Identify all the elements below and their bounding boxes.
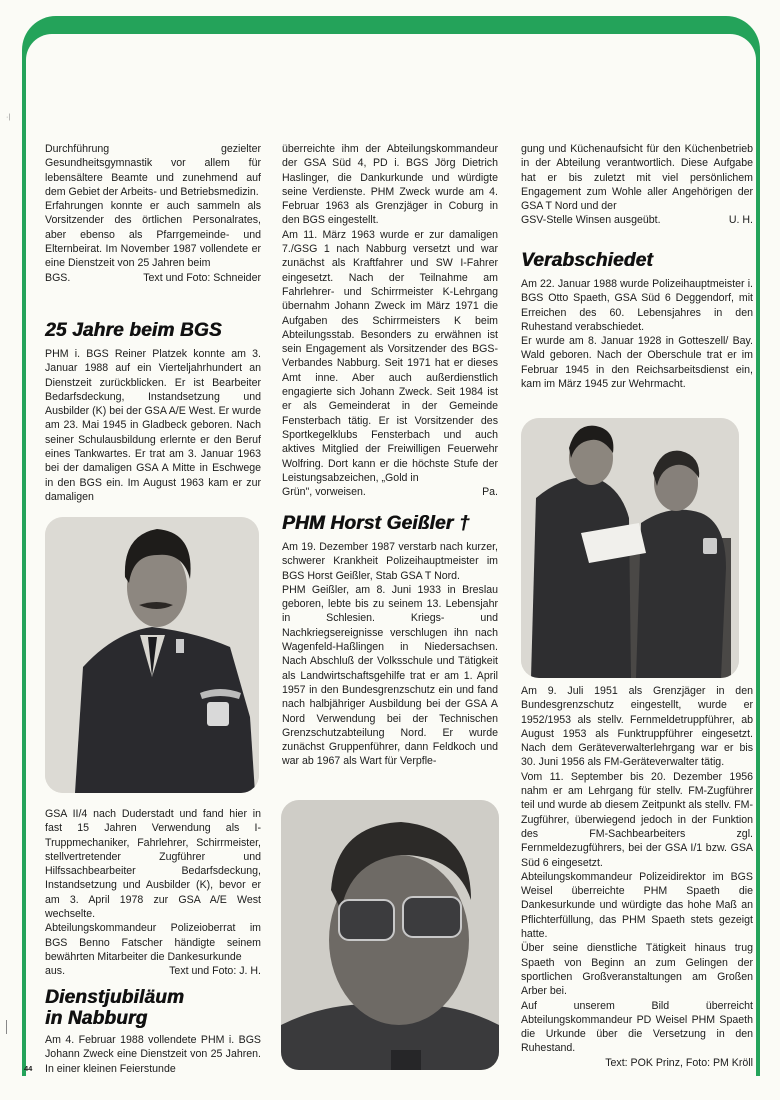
article-headline-line-1: Dienstjubiläum [45,987,184,1008]
article-paragraph: GSA II/4 nach Duderstadt und fand hier in fast 15 Jahren Verwendung als I-Truppmechaniker, Fahrlehrer, Schirrmeister, stellvertretender Zugführer und Hilfssachbearbeiter Bedarfsdeckung, Instandsetzung und Ausbilder (K), bevor er am 3. April 1978 zur GSA A/E West wechselte. [45,808,261,921]
page-frame-left [22,56,26,1076]
article-paragraph: PHM i. BGS Reiner Platzek konnte am 3. Januar 1988 auf ein Vierteljahrhundert an Dienstzeit zurückblicken. Er ist Bearbeiter Bedarfsdeckung, Instandsetzung und Ausbilder (K) bei der GSA A/E West. Er wurde am 23. Mai 1945 in Gladbeck geboren. Nach seiner Schulausbildung erlernte er den Beruf eines Tankwartes. Er trat am 3. Januar 1963 bei der damaligen GSA A Mitte in Eschwege in den BGS ein. Im August 1963 kam er zur damaligen [45,348,261,503]
article-headline: Verabschiedet [521,250,653,271]
article-credit: Text: POK Prinz, Foto: PM Kröll [605,1056,753,1069]
article-credit: Pa. [482,486,498,499]
article-paragraph: Am 19. Dezember 1987 verstarb nach kurzer, schwerer Krankheit Polizeihauptmeister im BGS Horst Geißler, Stab GSA T Nord. [282,541,498,582]
intro-credit: Text und Foto: Schneider [143,271,261,284]
article-paragraph: Vom 11. September bis 20. Dezember 1956 nahm er am Lehrgang für stellv. FM-Zugführer teil und wurde ab diesem Zeitpunkt als stellv. FM-Zugführer, überwiegend jedoch in der Funktion des FM-Sachbearbeiters zgl. Fernmeldezugführers, bei der GSA I/1 bzw. GSA Süd 6 eingesetzt. [521,770,753,869]
intro-last-word: BGS. [45,271,71,284]
ceremony-illustration [521,418,739,678]
article-verabschiedet [521,250,753,391]
photo-geissler [281,800,499,1070]
article-credit-line [521,213,753,227]
margin-bar [6,1020,7,1034]
article-last-words: GSV-Stelle Winsen ausgeübt. [521,214,661,227]
article-paragraph: Am 4. Februar 1988 vollendete PHM i. BGS Johann Zweck eine Dienstzeit von 25 Jahren. In einer kleinen Feierstunde [45,1034,261,1075]
portrait-illustration [45,517,259,793]
photo-platzek [45,517,259,793]
article-dienstjubilaeum-cont [282,142,498,499]
page-frame-inner [26,34,756,94]
article-dienstjubilaeum [45,987,261,1076]
intro-paragraph-2: Erfahrungen konnte er auch sammeln als Vorsitzender des örtlichen Personalrates, aber ebenso als Pfarrgemeinde- und Elternbeirat. Im November 1987 vollendete er eine Dienstzeit von 25 Jahren beim [45,200,261,270]
article-credit: Text und Foto: J. H. [169,965,261,978]
article-25-jahre-cont [45,807,261,979]
article-last-words: Grün", vorweisen. [282,486,366,499]
column-1-top [45,142,261,285]
photo-spaeth-ceremony [521,418,739,678]
article-25-jahre [45,320,261,504]
article-paragraph: PHM Geißler, am 8. Juni 1933 in Breslau geboren, lebte bis zu seinem 13. Lebensjahr in Schlesien. Kriegs- und Nachkriegsereignisse verschlugen ihn nach Wagenfeld-Haßlingen in Niedersachsen. Nach Abschluß der Volksschule und Tätigkeit als Landwirtschaftsgehilfe trat er am 1. April 1957 in den Bundesgrenzschutz ein und fand nach halbjähriger Ausbildung bei der GSA A Nord Verwendung bei der Technischen Grenzschutzabteilung Nord. Er wurde zunächst Gruppenführer, dann Feldkoch und war ab 1967 als Wart für Verpfle- [282,583,498,768]
article-paragraph: Am 22. Januar 1988 wurde Polizeihauptmeister i. BGS Otto Spaeth, GSA Süd 6 Deggendorf, mit Erreichen des 60. Lebensjahres in den Ruhestand verabschiedet. [521,278,753,333]
article-verabschiedet-cont [521,684,753,1070]
article-credit: U. H. [728,214,753,227]
intro-credit-line [45,271,261,285]
article-paragraph: Am 11. März 1963 wurde er zur damaligen 7./GSG 1 nach Nabburg versetzt und war zunächst als Kraftfahrer und SW I-Fahrer eingesetzt. Nach der Teilnahme am Fahrlehrer- und Schirrmeister K-Lehrgang übernahm Johann Zweck im März 1971 die Aufgaben des Schirrmeisters K beim Abteilungsstab. Besonders zu erwähnen ist sein Engagement als Vorsitzender des BGS-Verbandes Nabburg. Seit 1971 hat er dieses Amt inne. Aber auch außerdienstlich engagierte sich Johann Zweck. Seit 1984 ist er als Gemeinderat in der Gemeinde Fensterbach tätig. Er ist Vorsitzender des Sportkegelklubs Fensterbach und auch aktives Mitglied der Freiwilligen Feuerwehr Wolfring. Dort kann er die höchste Stufe der Leistungsabzeichen, „Gold in [282,228,498,484]
article-last-word: aus. [45,965,66,978]
article-geissler-cont [521,142,753,228]
article-headline: 25 Jahre beim BGS [45,320,222,341]
page-number: 44 [24,1064,33,1073]
article-headline-line-2: in Nabburg [45,1008,148,1029]
article-paragraph: Abteilungskommandeur Polizeidirektor im BGS Weisel überreichte PHM Spaeth die Dankesurkunde und würdigte das hohe Maß an Pflichterfüllung, das PHM Spaeth stets gezeigt hatte. [521,870,753,941]
article-paragraph: Er wurde am 8. Januar 1928 in Gotteszell/ Bay. Wald geboren. Nach der Oberschule trat er im Februar 1945 in den Reichsarbeitsdienst ein, kam im März 1945 zur Wehrmacht. [521,335,753,391]
article-geissler [282,513,498,769]
article-paragraph: überreichte ihm der Abteilungskommandeur der GSA Süd 4, PD i. BGS Jörg Dietrich Haslinger, die Dankurkunde und würdigte seine Verdienste. PHM Zweck wurde am 4. Februar 1963 als Grenzjäger in Coburg in den BGS eingestellt. [282,143,498,227]
margin-mark: ·| [6,114,11,121]
intro-paragraph-1: Durchführung gezielter Gesundheitsgymnastik vor allem für lebensältere Beamte und zunehmend auf dem Gebiet der Arbeits- und Betriebsmedizin. [45,143,261,198]
page-frame-right [756,56,760,1076]
article-paragraph: Am 9. Juli 1951 als Grenzjäger in den Bundesgrenzschutz eingestellt, wurde er 1952/1953 als stellv. Fernmeldetruppführer, ab August 1953 als Funktruppführer eingesetzt. Nach dem Geräteverwalterlehrgang war er bis 30. Juni 1956 als FM-Geräteverwalter tätig. [521,685,753,769]
portrait-illustration [281,800,499,1070]
article-paragraph: Über seine dienstliche Tätigkeit hinaus trug Spaeth von Beginn an zum Gelingen der sportlichen Großveranstaltungen am Großen Arber bei. [521,942,753,998]
article-credit-line [45,964,261,978]
article-paragraph: Auf unserem Bild überreicht Abteilungskommandeur PD Weisel PHM Spaeth die Urkunde über die Versetzung in den Ruhestand. [521,999,753,1055]
article-headline: PHM Horst Geißler † [282,513,470,534]
article-paragraph: Abteilungskommandeur Polizeioberrat im BGS Benno Fatscher händigte seinem bewährten Mitarbeiter die Dankesurkunde [45,922,261,963]
article-paragraph: gung und Küchenaufsicht für den Küchenbetrieb in der Abteilung verantwortlich. Diese Aufgabe hat er bis zuletzt mit viel persönlichem Engagement zum Wohle aller Angehörigen der GSA T Nord und der [521,143,753,213]
article-credit-line [282,485,498,499]
